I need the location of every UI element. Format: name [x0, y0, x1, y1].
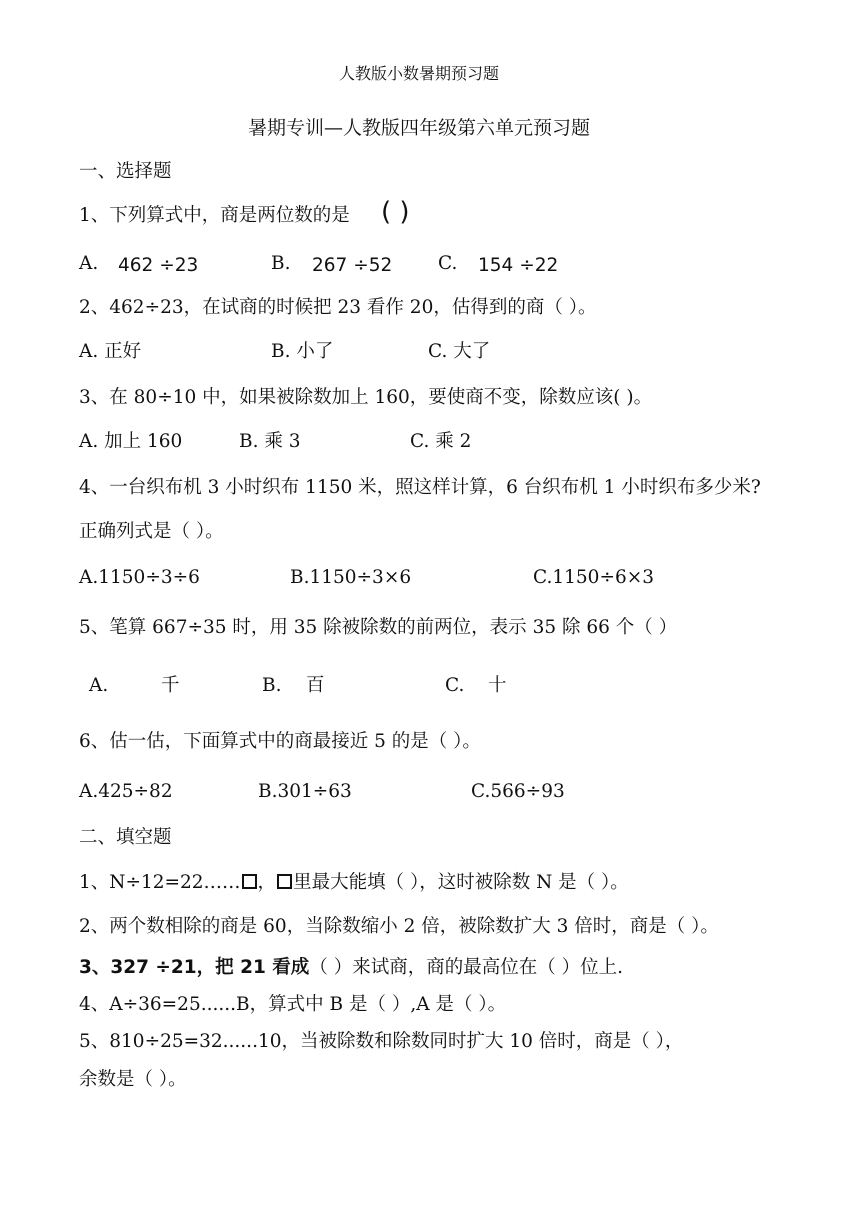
q4-stem-continued: 正确列式是（ ）。 [79, 521, 224, 542]
q4-option-a: A.1150÷3÷6 [79, 567, 200, 588]
q5-option-b-text: 百 [306, 675, 325, 696]
q1-option-b-label: B. [271, 253, 291, 274]
fill-q1-part3: 里最大能填（ ），这时被除数 N 是（ ）。 [293, 872, 629, 893]
q6-stem: 6、估一估，下面算式中的商最接近 5 的是（ ）。 [79, 731, 481, 752]
q5-option-a-label: A. [89, 675, 109, 696]
q2-stem: 2、462÷23，在试商的时候把 23 看作 20，估得到的商（ ）。 [79, 297, 597, 318]
blank-box-icon [277, 874, 292, 889]
q3-option-b: B. 乘 3 [239, 431, 301, 452]
q6-option-c: C.566÷93 [471, 781, 565, 802]
q5-option-c-text: 十 [488, 675, 507, 696]
q2-option-c: C. 大了 [428, 341, 491, 362]
q1-option-c-text: 154 ÷22 [478, 255, 559, 276]
fill-q1-part1: 1、N÷12=22…… [79, 872, 241, 893]
q4-option-b: B.1150÷3×6 [290, 567, 412, 588]
q1-option-a-text: 462 ÷23 [118, 255, 199, 276]
blank-box-icon [242, 874, 257, 889]
q3-option-c: C. 乘 2 [410, 431, 472, 452]
q5-option-c-label: C. [445, 675, 465, 696]
document-header: 人教版小数暑期预习题 [339, 64, 500, 83]
fill-q5-continued: 余数是（ ）。 [79, 1069, 187, 1090]
fill-q3 [79, 956, 623, 980]
document-title: 暑期专训—人教版四年级第六单元预习题 [248, 117, 591, 139]
fill-q4: 4、A÷36=25......B，算式中 B 是（ ）,A 是（ ）。 [79, 994, 507, 1015]
q4-stem: 4、一台织布机 3 小时织布 1150 米，照这样计算，6 台织布机 1 小时织布多少米? [79, 477, 761, 498]
q5-option-a-text: 千 [161, 675, 180, 696]
fill-q1 [79, 871, 629, 895]
q6-option-a: A.425÷82 [79, 781, 173, 802]
q3-stem: 3、在 80÷10 中，如果被除数加上 160，要使商不变，除数应该( )。 [79, 387, 653, 408]
q2-option-b: B. 小了 [271, 341, 334, 362]
q5-stem: 5、笔算 667÷35 时，用 35 除被除数的前两位，表示 35 除 66 个（ ） [79, 617, 678, 638]
fill-q5: 5、810÷25=32......10，当被除数和除数同时扩大 10 倍时，商是（ ）， [79, 1031, 684, 1052]
fill-q3-rest: （ ）来试商，商的最高位在（ ）位上. [309, 957, 623, 978]
q4-option-c: C.1150÷6×3 [533, 567, 654, 588]
fill-q1-part2: ， [257, 872, 277, 893]
q5-option-b-label: B. [262, 675, 282, 696]
section2-heading: 二、填空题 [79, 827, 172, 848]
q6-option-b: B.301÷63 [258, 781, 352, 802]
q2-option-a: A. 正好 [79, 341, 142, 362]
q1-option-b-text: 267 ÷52 [312, 255, 393, 276]
q1-option-a-label: A. [79, 253, 99, 274]
q3-option-a: A. 加上 160 [79, 431, 183, 452]
fill-q2: 2、两个数相除的商是 60，当除数缩小 2 倍，被除数扩大 3 倍时，商是（ ）。 [79, 916, 719, 937]
section1-heading: 一、选择题 [79, 161, 172, 182]
q1-option-c-label: C. [438, 253, 458, 274]
q1-answer-paren: ( ) [381, 197, 410, 227]
q1-stem: 1、下列算式中，商是两位数的是 [79, 205, 350, 226]
fill-q3-bold: 3、327 ÷21，把 21 看成 [79, 957, 310, 978]
